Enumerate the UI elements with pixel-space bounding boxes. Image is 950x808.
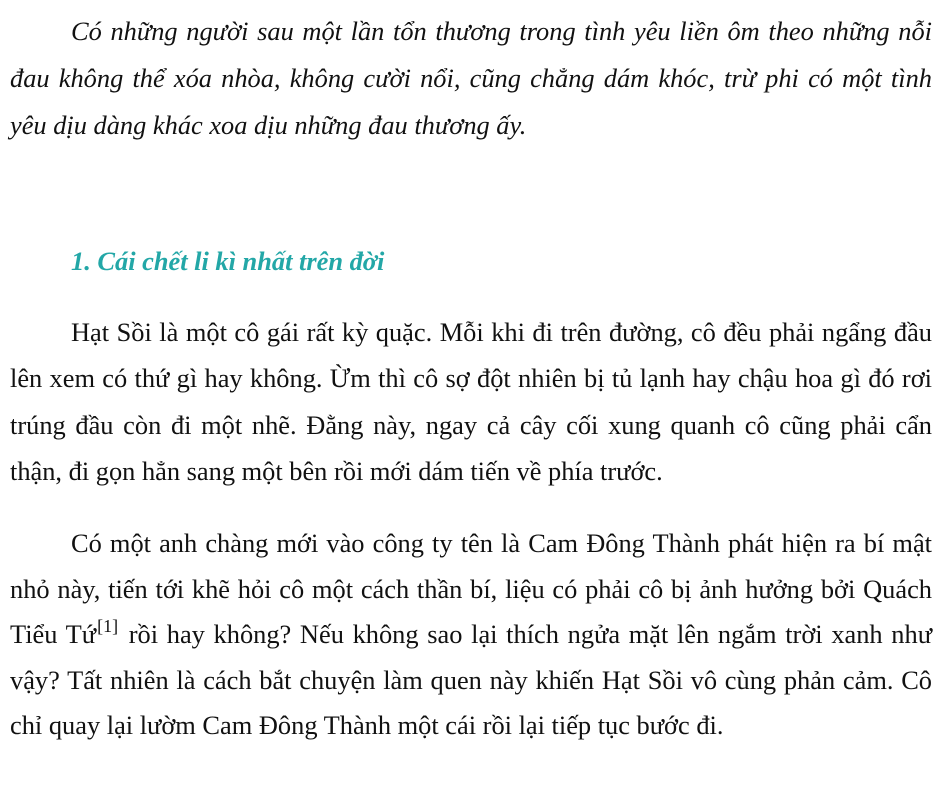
footnote-reference[interactable]: [1] [97,616,119,637]
body-paragraph-1: Hạt Sồi là một cô gái rất kỳ quặc. Mỗi khi đi trên đường, cô đều phải ngẩng đầu lên xem có thứ gì hay không. Ừm thì cô sợ đột nhiên bị tủ lạnh hay chậu hoa gì đó rơi trúng đầu còn đi một nhẽ. Đằng này, ngay cả cây cối xung quanh cô cũng phải cẩn thận, đi gọn hẳn sang một bên rồi mới dám tiến về phía trước. [10,317,932,486]
section-heading: 1. Cái chết li kì nhất trên đời [71,246,385,276]
body-paragraph-2 [10,521,932,749]
intro-paragraph: Có những người sau một lần tổn thương trong tình yêu liền ôm theo những nỗi đau không thể xóa nhòa, không cười nổi, cũng chẳng dám khóc, trừ phi có một tình yêu dịu dàng khác xoa dịu những đau thương ấy. [10,16,932,140]
paragraph-2-text-after: rồi hay không? Nếu không sao lại thích ngửa mặt lên ngắm trời xanh như vậy? Tất nhiên là cách bắt chuyện làm quen này khiến Hạt Sồi vô cùng phản cảm. Cô chỉ quay lại lườm Cam Đông Thành một cái rồi lại tiếp tục bước đi. [10,619,932,741]
paragraph-2-text-before: Có một anh chàng mới vào công ty tên là Cam Đông Thành phát hiện ra bí mật nhỏ này, tiến tới khẽ hỏi cô một cách thần bí, liệu có phải cô bị ảnh hưởng bởi Quách Tiểu Tứ [10,528,932,650]
document-page [10,0,932,749]
